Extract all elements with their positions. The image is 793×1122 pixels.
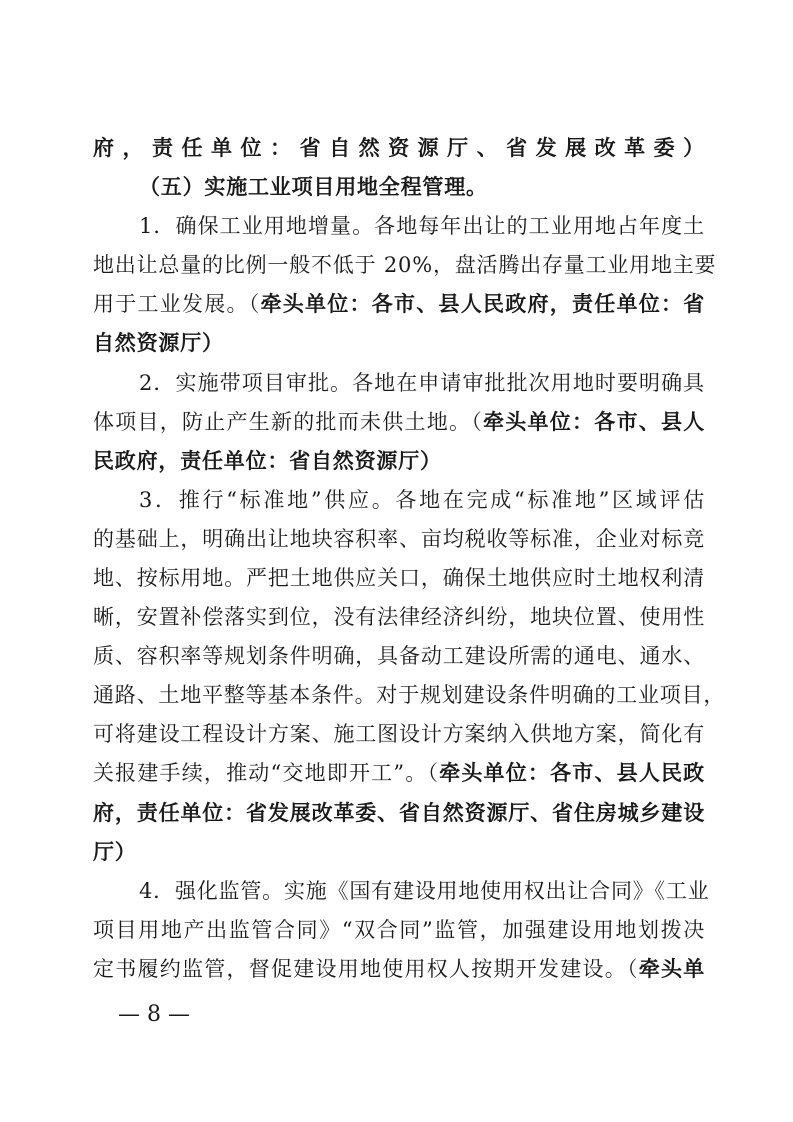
paragraph-line: 通路、土地平整等基本条件。对于规划建设条件明确的工业项目，	[93, 683, 726, 707]
paragraph-line: 民政府，责任单位：省自然资源厅）	[93, 448, 442, 473]
paragraph-line: 用于工业发展。（牵头单位：各市、县人民政府，责任单位：省	[93, 291, 705, 316]
section-heading: （五）实施工业项目用地全程管理。	[139, 174, 488, 199]
paragraph-line: 1．确保工业用地增量。各地每年出让的工业用地占年度土	[139, 214, 705, 238]
paragraph-line: 体项目，防止产生新的批而未供土地。（牵头单位：各市、县人	[93, 409, 705, 434]
paragraph-line: 地出让总量的比例一般不低于 20%，盘活腾出存量工业用地主要	[93, 253, 717, 277]
paragraph-line: 项目用地产出监管合同》“双合同”监管，加强建设用地划拨决	[93, 918, 705, 942]
paragraph-line: 定书履约监管，督促建设用地使用权人按期开发建设。（牵头单	[93, 956, 705, 981]
paragraph-line: 2．实施带项目审批。各地在申请审批批次用地时要明确具	[139, 371, 705, 395]
paragraph-line: 关报建手续，推动“交地即开工”。（牵头单位：各市、县人民政	[93, 760, 705, 785]
paragraph-line: 府，责任单位：省发展改革委、省自然资源厅、省住房城乡建设	[93, 800, 705, 825]
paragraph-line: 晰，安置补偿落实到位，没有法律经济纠纷，地块位置、使用性	[93, 605, 705, 629]
text-line: 府，责任单位：省自然资源厅、省发展改革委）	[93, 135, 705, 160]
paragraph-line: 自然资源厅）	[93, 330, 224, 355]
paragraph-line: 质、容积率等规划条件明确，具备动工建设所需的通电、通水、	[93, 644, 705, 668]
page-number: — 8 —	[118, 1002, 190, 1027]
paragraph-line: 4．强化监管。实施《国有建设用地使用权出让合同》《工业	[139, 879, 710, 903]
paragraph-line: 厅）	[93, 839, 137, 864]
paragraph-line: 地、按标用地。严把土地供应关口，确保土地供应时土地权利清	[93, 566, 705, 590]
paragraph-line: 可将建设工程设计方案、施工图设计方案纳入供地方案，简化有	[93, 722, 705, 746]
paragraph-line: 的基础上，明确出让地块容积率、亩均税收等标准，企业对标竞	[93, 527, 705, 551]
paragraph-line: 3．推行“标准地”供应。各地在完成“标准地”区域评估	[139, 488, 705, 512]
